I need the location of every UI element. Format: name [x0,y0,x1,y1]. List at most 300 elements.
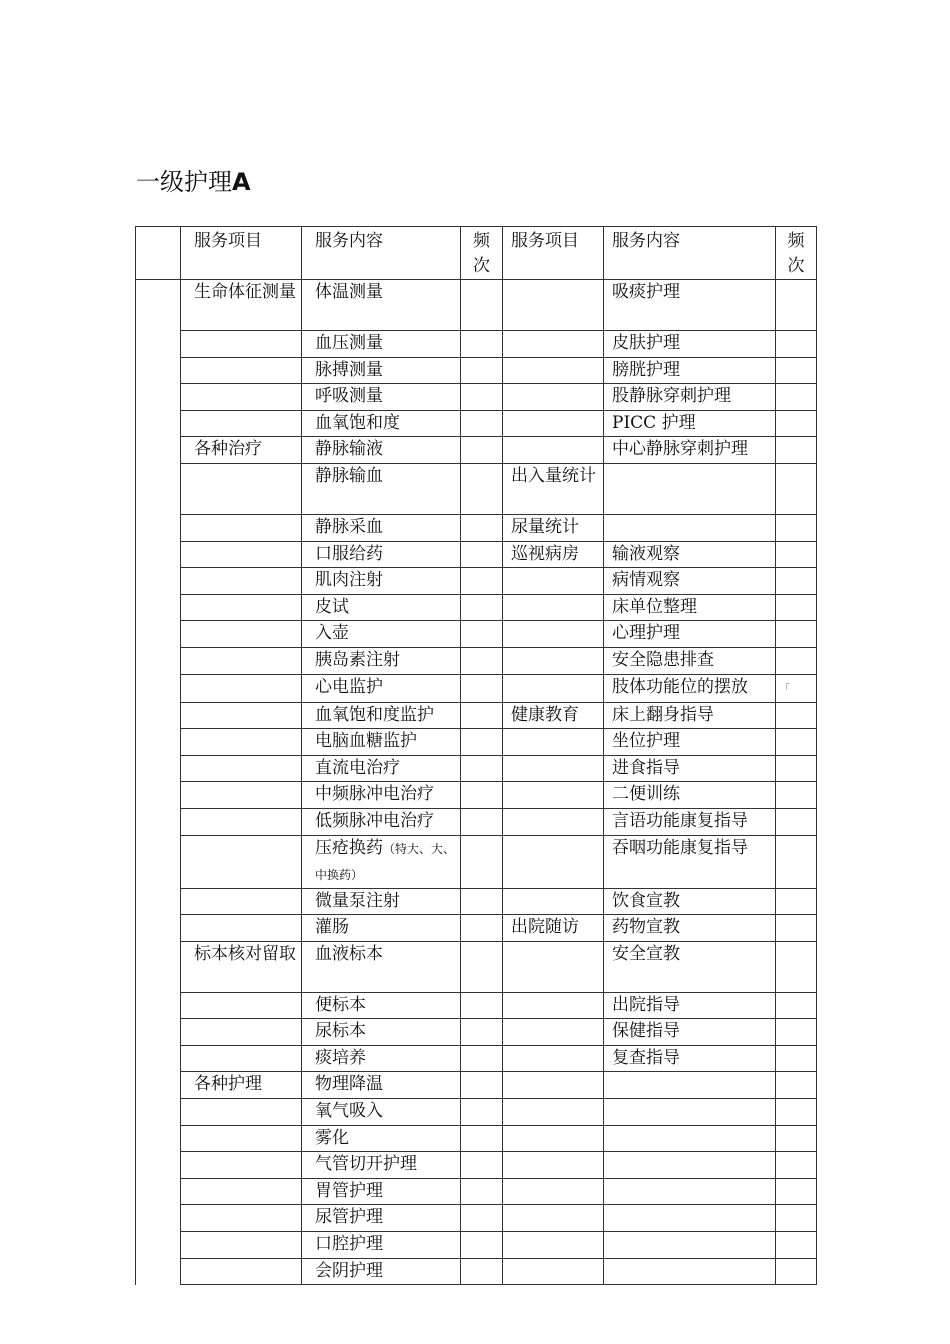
service-item-cell: 标本核对留取 [181,941,302,992]
frequency-cell-right [776,835,817,888]
service-content-cell-right: 出院指导 [604,992,776,1019]
service-item-cell [181,357,302,384]
service-item-cell [181,1232,302,1259]
row-index-cell [136,280,181,331]
service-content-cell-right [604,463,776,514]
table-row [136,755,817,782]
frequency-cell [461,674,503,702]
frequency-cell [461,1125,503,1152]
table-row [136,729,817,756]
frequency-cell-right [776,992,817,1019]
frequency-cell [461,915,503,942]
table-row [136,568,817,595]
service-content-text: 中频脉冲电治疗 [315,784,434,805]
frequency-cell-right [776,888,817,915]
service-content-cell [302,1258,461,1285]
page-title [136,166,251,198]
frequency-cell-right [776,568,817,595]
table-row [136,915,817,942]
service-content-text: 口服给药 [315,543,383,564]
header-service-content-left: 服务内容 [302,227,461,280]
service-content-text: 微量泵注射 [315,890,400,911]
service-content-text: 物理降温 [315,1074,383,1095]
row-index-cell [136,888,181,915]
service-content-cell-right [604,1205,776,1232]
service-item-cell-right [503,729,604,756]
frequency-cell [461,1152,503,1179]
row-index-cell [136,410,181,437]
frequency-cell [461,702,503,729]
service-content-text: 体温测量 [315,282,383,302]
service-content-cell [302,702,461,729]
service-content-cell [302,1099,461,1126]
service-content-cell-right: PICC 护理 [604,410,776,437]
service-content-cell-right: 药物宣教 [604,915,776,942]
service-content-text: 血液标本 [315,943,383,964]
service-item-cell-right [503,568,604,595]
frequency-cell-right [776,1232,817,1259]
frequency-cell-right [776,941,817,992]
service-item-cell-right [503,384,604,411]
service-item-cell [181,835,302,888]
service-content-cell-right [604,1072,776,1099]
table-row [136,331,817,358]
service-content-text: 会阴护理 [315,1260,383,1281]
service-content-text: 痰培养 [315,1047,366,1068]
table-row [136,1045,817,1072]
frequency-cell-right [776,674,817,702]
service-content-cell [302,410,461,437]
frequency-cell-right [776,463,817,514]
frequency-cell [461,1258,503,1285]
service-item-cell-right [503,1019,604,1046]
frequency-cell [461,755,503,782]
frequency-cell [461,1072,503,1099]
frequency-cell [461,1019,503,1046]
service-item-cell: 各种护理 [181,1072,302,1099]
service-content-text: 直流电治疗 [315,757,400,778]
service-content-text: 氧气吸入 [315,1101,383,1122]
service-item-cell [181,514,302,541]
service-item-cell [181,729,302,756]
service-content-cell [302,357,461,384]
service-content-text: 心电监护 [315,676,383,697]
table-row [136,541,817,568]
table-row [136,647,817,674]
service-content-cell-right: 饮食宣教 [604,888,776,915]
service-content-cell [302,755,461,782]
service-content-text: 血氧饱和度监护 [315,704,434,725]
table-row [136,1072,817,1099]
frequency-cell-right [776,1072,817,1099]
table-row [136,1099,817,1126]
service-content-cell [302,514,461,541]
row-index-cell [136,1099,181,1126]
service-item-cell-right [503,647,604,674]
service-item-cell [181,782,302,809]
service-content-cell [302,621,461,648]
service-item-cell [181,755,302,782]
row-index-cell [136,1232,181,1259]
service-content-text: 灌肠 [315,917,349,938]
frequency-cell-right [776,384,817,411]
service-item-cell [181,888,302,915]
service-item-cell-right [503,280,604,331]
service-content-text: 尿标本 [315,1021,366,1042]
table-row [136,941,817,992]
table-row [136,1178,817,1205]
row-index-cell [136,674,181,702]
service-content-text: 胃管护理 [315,1180,383,1201]
service-content-cell [302,280,461,331]
frequency-cell-right [776,1178,817,1205]
service-content-cell [302,437,461,464]
service-content-text: 静脉采血 [315,516,383,537]
frequency-cell-right [776,594,817,621]
service-content-text: 口腔护理 [315,1234,383,1255]
service-content-cell-right [604,1152,776,1179]
nursing-service-table [135,226,817,1285]
service-content-text: 电脑血糖监护 [315,731,417,752]
service-content-cell [302,782,461,809]
frequency-cell-right [776,437,817,464]
service-item-cell: 各种治疗 [181,437,302,464]
service-content-cell [302,729,461,756]
table-row [136,463,817,514]
frequency-cell [461,941,503,992]
frequency-cell-right [776,702,817,729]
table-row [136,835,817,888]
header-frequency-right: 频次 [776,227,817,280]
table-row [136,280,817,331]
frequency-cell [461,331,503,358]
service-item-cell-right [503,888,604,915]
service-content-cell [302,1019,461,1046]
service-content-text: 脉搏测量 [315,359,383,380]
service-content-cell-right [604,1178,776,1205]
service-item-cell [181,1125,302,1152]
row-index-cell [136,331,181,358]
service-content-cell [302,888,461,915]
service-item-cell [181,992,302,1019]
header-frequency-left: 频次 [461,227,503,280]
frequency-cell-right [776,1019,817,1046]
header-blank [136,227,181,280]
service-content-cell-right [604,1258,776,1285]
row-index-cell [136,1178,181,1205]
header-service-item-left: 服务项目 [181,227,302,280]
service-item-cell [181,674,302,702]
service-item-cell-right [503,755,604,782]
service-item-cell-right [503,941,604,992]
frequency-cell [461,594,503,621]
service-item-cell-right [503,1178,604,1205]
frequency-cell-right [776,647,817,674]
table-row [136,888,817,915]
frequency-cell-right [776,357,817,384]
service-item-cell [181,1019,302,1046]
service-item-cell: 生命体征测量 [181,280,302,331]
service-item-cell-right [503,1072,604,1099]
service-content-cell-right: 安全宣教 [604,941,776,992]
row-index-cell [136,915,181,942]
service-content-cell-right: 床单位整理 [604,594,776,621]
row-index-cell [136,1045,181,1072]
frequency-cell [461,280,503,331]
frequency-cell-right [776,1152,817,1179]
service-item-cell [181,1152,302,1179]
service-content-cell-right: 言语功能康复指导 [604,808,776,835]
table-body [136,280,817,1285]
frequency-cell [461,541,503,568]
service-item-cell-right [503,1099,604,1126]
service-content-text: 皮试 [315,596,349,617]
service-content-text: 静脉输血 [315,465,383,486]
header-service-item-right: 服务项目 [503,227,604,280]
service-item-cell-right [503,621,604,648]
frequency-cell [461,782,503,809]
row-index-cell [136,941,181,992]
frequency-cell-right [776,514,817,541]
page-title-suffix: A [232,168,251,196]
service-content-cell [302,1152,461,1179]
table-row [136,992,817,1019]
frequency-cell-right [776,331,817,358]
row-index-cell [136,702,181,729]
service-content-cell-right: 吞咽功能康复指导 [604,835,776,888]
service-content-cell [302,568,461,595]
frequency-mark: 「 [780,683,790,695]
table-row [136,1258,817,1285]
frequency-cell [461,835,503,888]
frequency-cell-right [776,410,817,437]
service-content-cell [302,1125,461,1152]
row-index-cell [136,463,181,514]
frequency-cell [461,1045,503,1072]
service-content-text: 压疮换药 [315,837,383,858]
service-content-text: 雾化 [315,1127,349,1148]
service-content-text: 肌肉注射 [315,570,383,591]
row-index-cell [136,755,181,782]
service-item-cell [181,621,302,648]
service-item-cell-right: 出入量统计 [503,463,604,514]
table-header-row [136,227,817,280]
frequency-cell [461,568,503,595]
service-content-cell-right: 肢体功能位的摆放 [604,674,776,702]
service-content-cell-right: 进食指导 [604,755,776,782]
row-index-cell [136,1019,181,1046]
row-index-cell [136,835,181,888]
service-content-cell [302,992,461,1019]
service-item-cell [181,384,302,411]
frequency-cell-right [776,280,817,331]
service-content-text: 血氧饱和度 [315,412,400,433]
row-index-cell [136,647,181,674]
frequency-cell [461,384,503,411]
service-item-cell-right [503,674,604,702]
service-content-text: 入壶 [315,623,349,644]
service-content-cell-right: 复查指导 [604,1045,776,1072]
service-content-note: （特大、大、中换药） [315,841,456,882]
row-index-cell [136,1205,181,1232]
service-content-cell [302,674,461,702]
service-item-cell-right [503,1152,604,1179]
frequency-cell [461,621,503,648]
row-index-cell [136,621,181,648]
service-item-cell [181,410,302,437]
service-content-cell [302,594,461,621]
frequency-cell-right [776,808,817,835]
table-row [136,808,817,835]
row-index-cell [136,384,181,411]
service-item-cell-right: 健康教育 [503,702,604,729]
service-content-cell [302,463,461,514]
service-item-cell [181,1205,302,1232]
service-item-cell-right [503,410,604,437]
frequency-cell [461,1099,503,1126]
service-content-cell [302,941,461,992]
service-content-cell [302,1178,461,1205]
service-item-cell [181,594,302,621]
frequency-cell-right [776,1125,817,1152]
table-row [136,437,817,464]
frequency-cell-right [776,1045,817,1072]
row-index-cell [136,357,181,384]
service-item-cell [181,331,302,358]
service-item-cell [181,568,302,595]
service-content-text: 静脉输液 [315,439,383,460]
table-row [136,1019,817,1046]
frequency-cell [461,1205,503,1232]
service-item-cell-right [503,437,604,464]
frequency-cell-right [776,915,817,942]
service-content-cell-right [604,1125,776,1152]
frequency-cell-right [776,541,817,568]
row-index-cell [136,1125,181,1152]
service-item-cell [181,463,302,514]
service-item-cell [181,541,302,568]
service-item-cell [181,1045,302,1072]
page-title-text: 一级护理 [136,168,232,196]
table-row [136,1205,817,1232]
service-item-cell-right: 巡视病房 [503,541,604,568]
frequency-cell-right [776,755,817,782]
service-item-cell-right [503,1232,604,1259]
table-row [136,384,817,411]
service-item-cell [181,915,302,942]
service-item-cell [181,1099,302,1126]
service-content-cell-right [604,514,776,541]
frequency-cell-right [776,729,817,756]
service-content-cell-right: 床上翻身指导 [604,702,776,729]
row-index-cell [136,1258,181,1285]
row-index-cell [136,568,181,595]
table-row [136,1232,817,1259]
service-content-cell-right: 中心静脉穿刺护理 [604,437,776,464]
frequency-cell [461,1232,503,1259]
service-item-cell-right: 出院随访 [503,915,604,942]
service-content-cell-right: 坐位护理 [604,729,776,756]
row-index-cell [136,992,181,1019]
table-row [136,357,817,384]
table-row [136,674,817,702]
service-content-cell-right: 病情观察 [604,568,776,595]
table-row [136,702,817,729]
service-item-cell [181,1258,302,1285]
service-item-cell-right [503,1045,604,1072]
row-index-cell [136,594,181,621]
service-item-cell [181,702,302,729]
row-index-cell [136,514,181,541]
service-content-cell [302,1045,461,1072]
row-index-cell [136,1072,181,1099]
service-item-cell-right [503,1258,604,1285]
service-item-cell [181,647,302,674]
service-content-cell [302,1205,461,1232]
frequency-cell [461,992,503,1019]
table-row [136,594,817,621]
service-content-cell-right: 股静脉穿刺护理 [604,384,776,411]
row-index-cell [136,729,181,756]
service-content-cell-right: 二便训练 [604,782,776,809]
frequency-cell [461,647,503,674]
frequency-cell [461,410,503,437]
service-content-cell-right: 输液观察 [604,541,776,568]
frequency-cell [461,514,503,541]
service-content-text: 尿管护理 [315,1207,383,1228]
service-item-cell-right [503,808,604,835]
service-item-cell-right: 尿量统计 [503,514,604,541]
row-index-cell [136,437,181,464]
table-row [136,514,817,541]
table-row [136,782,817,809]
table-row [136,621,817,648]
frequency-cell [461,729,503,756]
service-content-cell [302,835,461,888]
table-row [136,1125,817,1152]
frequency-cell-right [776,1258,817,1285]
service-item-cell-right [503,357,604,384]
service-item-cell-right [503,835,604,888]
frequency-cell [461,463,503,514]
service-content-text: 血压测量 [315,333,383,353]
service-content-cell [302,541,461,568]
service-item-cell [181,1178,302,1205]
service-item-cell-right [503,782,604,809]
service-content-cell [302,384,461,411]
service-content-cell [302,915,461,942]
service-item-cell-right [503,992,604,1019]
frequency-cell [461,808,503,835]
service-content-cell-right [604,1099,776,1126]
service-content-cell [302,1232,461,1259]
service-content-cell [302,647,461,674]
frequency-cell [461,357,503,384]
service-content-cell [302,808,461,835]
service-content-text: 呼吸测量 [315,386,383,407]
frequency-cell [461,1178,503,1205]
frequency-cell-right [776,782,817,809]
service-item-cell-right [503,331,604,358]
service-content-cell [302,331,461,358]
service-item-cell [181,808,302,835]
service-content-cell-right: 安全隐患排查 [604,647,776,674]
frequency-cell-right [776,1205,817,1232]
service-item-cell-right [503,1125,604,1152]
row-index-cell [136,782,181,809]
service-content-cell-right: 心理护理 [604,621,776,648]
table-row [136,410,817,437]
